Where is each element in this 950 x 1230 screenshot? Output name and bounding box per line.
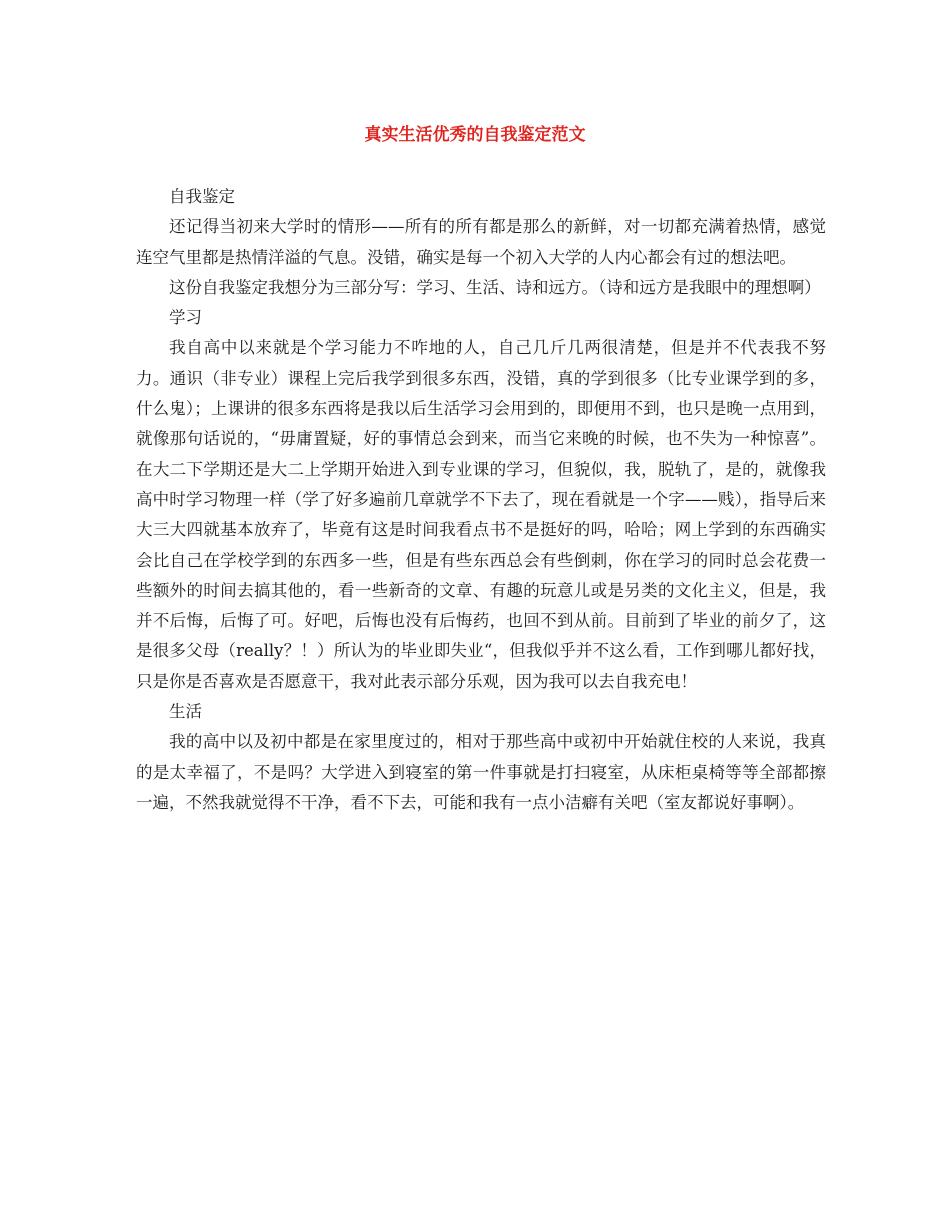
document-body [136,182,826,818]
section-heading-self-assessment: 自我鉴定 [169,187,235,206]
section-heading-study: 学习 [169,308,202,328]
paragraph-outline: 这份自我鉴定我想分为三部分写：学习、生活、诗和远方。（诗和远方是我眼中的理想啊） [169,277,821,297]
page-title: 真实生活优秀的自我鉴定范文 [364,125,586,145]
paragraph-life: 我的高中以及初中都是在家里度过的，相对于那些高中或初中开始就住校的人来说，我真的是太幸福了，不是吗？大学进入到寝室的第一件事就是打扫寝室，从床柜桌椅等等全部都擦一遍，不然我就觉得不干净，看不下去，可能和我有一点小洁癖有关吧（室友都说好事啊）。 [136,732,826,812]
section-heading-life: 生活 [169,702,202,722]
paragraph-study: 我自高中以来就是个学习能力不咋地的人，自己几斤几两很清楚，但是并不代表我不努力。通识（非专业）课程上完后我学到很多东西，没错，真的学到很多（比专业课学到的多，什么鬼）；上课讲的很多东西将是我以后生活学习会用到的，即便用不到，也只是晚一点用到，就像那句话说的，“毋庸置疑，好的事情总会到来，而当它来晚的时候，也不失为一种惊喜”。在大二下学期还是大二上学期开始进入到专业课的学习，但貌似，我，脱轨了，是的，就像我高中时学习物理一样（学了好多遍前几章就学不下去了，现在看就是一个字——贱），指导后来大三大四就基本放弃了，毕竟有这是时间我看点书不是挺好的吗，哈哈；网上学到的东西确实会比自己在学校学到的东西多一些，但是有些东西总会有些倒刺，你在学习的同时总会花费一些额外的时间去搞其他的，看一些新奇的文章、有趣的玩意儿或是另类的文化主义，但是，我并不后悔，后悔了可。好吧，后悔也没有后悔药，也回不到从前。目前到了毕业的前夕了，这是很多父母（really？！）所认为的毕业即失业“，但我似乎并不这么看，工作到哪儿都好找，只是你是否喜欢是否愿意干，我对此表示部分乐观，因为我可以去自我充电！ [136,338,826,691]
paragraph-intro: 还记得当初来大学时的情形——所有的所有都是那么的新鲜，对一切都充满着热情，感觉连空气里都是热情洋溢的气息。没错，确实是每一个初入大学的人内心都会有过的想法吧。 [136,217,826,267]
